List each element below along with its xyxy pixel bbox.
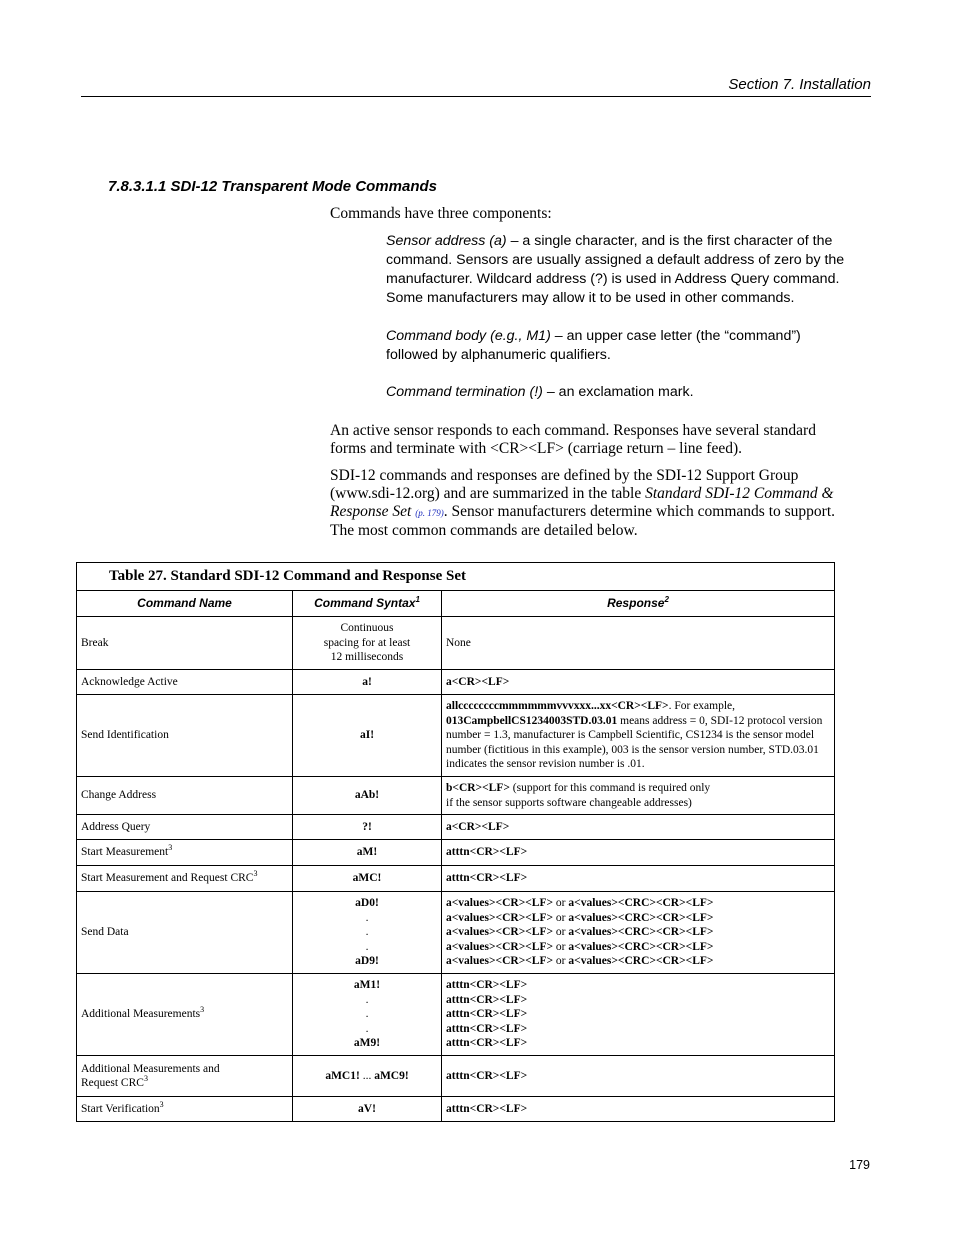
syntax-ellipsis-dot: . [365, 926, 369, 939]
command-response [442, 974, 835, 1056]
component-command-body [386, 327, 856, 365]
footnote-marker: 3 [143, 1074, 148, 1084]
syntax-ellipsis-dot: . [365, 993, 369, 1006]
table-row [77, 777, 835, 815]
table-row [77, 866, 835, 892]
response-text: means address = 0, SDI-12 protocol version number = 1.3, manufacturer is Campbell Scientific, CS1234 is the sensor model number (fictitious in this example), 003 is the sensor version number, STD.03.01 indicates the sensor revision number is .01. [446, 714, 823, 771]
command-name-text: Start Verification [81, 1102, 160, 1115]
command-response [442, 1056, 835, 1097]
response-or: or [553, 926, 569, 939]
footnote-marker: 3 [253, 869, 258, 879]
response-line: atttn<CR><LF> [446, 993, 528, 1006]
syntax-line: Continuous [340, 622, 394, 635]
component-term: Sensor address (a) [386, 233, 507, 249]
command-response [442, 777, 835, 815]
response-text: . For example, [668, 700, 736, 713]
syntax-ellipsis-dot: . [365, 940, 369, 953]
response-line: atttn<CR><LF> [446, 1037, 528, 1050]
response-or: or [553, 897, 569, 910]
command-name-text: Request CRC [81, 1077, 144, 1089]
table-caption-row [77, 563, 835, 591]
command-name-text: Start Measurement and Request CRC [81, 872, 254, 885]
response-text: if the sensor supports software changeable addresses) [446, 796, 692, 809]
command-syntax: aI! [293, 695, 442, 777]
command-response [442, 815, 835, 840]
response-text: (support for this command is required only [509, 782, 711, 795]
syntax-ellipsis-dot: . [365, 911, 369, 924]
response-code: a<values><CR><LF> [446, 897, 554, 910]
command-response: None [442, 617, 835, 670]
response-code: atttn<CR><LF> [446, 1102, 528, 1115]
syntax-first: aD0! [355, 897, 379, 910]
table-row [77, 815, 835, 840]
syntax-last: aM9! [353, 1037, 381, 1050]
response-code: a<values><CR><LF> [446, 911, 554, 924]
component-description: – a single character, and is the first character of the command. Sensors are usually assigned a default address of zero by the manufacturer. Wildcard address (?) is used in Address Query command. Some manufacturers may allow it to be used in other commands. [386, 233, 845, 306]
syntax-ellipsis-dot: . [365, 1022, 369, 1035]
section-title: Section 7. Installation [728, 76, 871, 93]
response-code: atttn<CR><LF> [446, 872, 528, 885]
component-term: Command termination (!) [386, 384, 543, 400]
command-name: Acknowledge Active [77, 670, 293, 695]
response-paragraph: An active sensor responds to each command. Responses have several standard forms and terminate with <CR><LF> (carriage return – line feed). [330, 422, 816, 457]
command-response [442, 892, 835, 974]
command-response [442, 866, 835, 892]
footnote-marker: 3 [168, 843, 173, 853]
response-example: 013CampbellCS1234003STD.03.01 [446, 714, 618, 727]
command-response [442, 670, 835, 695]
response-code: atttn<CR><LF> [446, 846, 528, 859]
column-header-name: Command Name [77, 591, 293, 617]
intro-paragraph: Commands have three components: [330, 205, 552, 222]
response-code: a<CR><LF> [446, 820, 510, 833]
syntax-ellipsis-dot: . [365, 1008, 369, 1021]
table-row [77, 1056, 835, 1097]
header-label: Response [607, 596, 665, 611]
table-reference-link[interactable]: Standard SDI-12 Command & Response Set [330, 485, 834, 520]
paragraph-text: SDI-12 commands and responses are defined by the SDI-12 Support Group (www.sdi-12.org) and are summarized in the table [330, 467, 799, 502]
syntax-last: aMC9! [374, 1069, 409, 1082]
syntax-line: 12 milliseconds [330, 651, 404, 664]
component-term: Command body (e.g., M1) [386, 328, 551, 344]
page-header [81, 76, 871, 97]
command-name: Send Data [77, 892, 293, 974]
command-syntax: aMC! [293, 866, 442, 892]
table-caption: Table 27. Standard SDI-12 Command and Response Set [77, 563, 835, 591]
column-header-response [442, 591, 835, 617]
command-name: Send Identification [77, 695, 293, 777]
command-syntax [293, 974, 442, 1056]
command-syntax: aM! [293, 840, 442, 866]
table-row [77, 974, 835, 1056]
command-name [77, 840, 293, 866]
component-description: – an upper case letter (the “command”) followed by alphanumeric qualifiers. [386, 328, 801, 363]
footnote-marker: 3 [200, 1005, 205, 1015]
table-row [77, 695, 835, 777]
response-code-crc: a<values><CRC><CR><LF> [568, 926, 714, 939]
response-code-crc: a<values><CRC><CR><LF> [568, 955, 714, 968]
table-row [77, 617, 835, 670]
response-code: a<values><CR><LF> [446, 926, 554, 939]
response-code: allccccccccmmmmmmvvvxxx...xx<CR><LF> [446, 700, 669, 713]
command-name-text: Start Measurement [81, 846, 169, 859]
syntax-line: spacing for at least [323, 636, 411, 649]
command-name: Address Query [77, 815, 293, 840]
response-code-crc: a<values><CRC><CR><LF> [568, 911, 714, 924]
response-line: atttn<CR><LF> [446, 1008, 528, 1021]
syntax-last: aD9! [355, 955, 379, 968]
sdi12-command-table [76, 562, 835, 1122]
component-command-termination [386, 383, 856, 402]
paragraph-text: . Sensor manufacturers determine which commands to support. The most common commands are detailed below. [330, 503, 836, 539]
syntax-first: aM1! [353, 979, 381, 992]
command-response [442, 695, 835, 777]
command-syntax: aV! [293, 1097, 442, 1122]
page-reference-link[interactable]: (p. 179) [415, 508, 444, 518]
footnote-marker: 3 [159, 1099, 164, 1109]
command-name [77, 1097, 293, 1122]
response-line: atttn<CR><LF> [446, 979, 528, 992]
command-syntax [293, 1056, 442, 1097]
command-name-text: Additional Measurements [81, 1008, 201, 1021]
command-syntax: ?! [293, 815, 442, 840]
command-syntax: aAb! [293, 777, 442, 815]
response-or: or [553, 911, 569, 924]
response-line: atttn<CR><LF> [446, 1022, 528, 1035]
response-code: atttn<CR><LF> [446, 1069, 528, 1082]
response-line [446, 925, 830, 939]
command-syntax [293, 617, 442, 670]
header-label: Command Syntax [314, 596, 416, 611]
command-name [77, 1056, 293, 1097]
response-or: or [553, 955, 569, 968]
table-row [77, 840, 835, 866]
table-row [77, 1097, 835, 1122]
command-syntax [293, 892, 442, 974]
response-code-crc: a<values><CRC><CR><LF> [568, 897, 714, 910]
support-group-paragraph [330, 467, 850, 540]
response-code: a<CR><LF> [446, 675, 510, 688]
table-row [77, 892, 835, 974]
column-header-syntax [293, 591, 442, 617]
command-response [442, 1097, 835, 1122]
response-code: a<values><CR><LF> [446, 955, 554, 968]
command-name [77, 866, 293, 892]
command-name: Break [77, 617, 293, 670]
syntax-separator: ... [359, 1069, 375, 1082]
response-or: or [553, 940, 569, 953]
footnote-marker: 2 [664, 595, 669, 605]
component-description: – an exclamation mark. [542, 384, 694, 400]
syntax-first: aMC1! [325, 1069, 360, 1082]
table-row [77, 670, 835, 695]
response-code-crc: a<values><CRC><CR><LF> [568, 940, 714, 953]
command-syntax: a! [293, 670, 442, 695]
section-heading: 7.8.3.1.1 SDI-12 Transparent Mode Commands [108, 178, 437, 195]
page-number: 179 [849, 1158, 870, 1172]
response-line [446, 954, 830, 968]
footnote-marker: 1 [415, 595, 420, 605]
response-line [446, 940, 830, 954]
command-name [77, 974, 293, 1056]
response-code: b<CR><LF> [446, 782, 510, 795]
table-header-row [77, 591, 835, 617]
command-name: Change Address [77, 777, 293, 815]
command-name-text: Additional Measurements and [81, 1062, 220, 1075]
response-line [446, 896, 830, 910]
response-line [446, 911, 830, 925]
response-code: a<values><CR><LF> [446, 940, 554, 953]
component-sensor-address [386, 232, 856, 308]
command-response [442, 840, 835, 866]
